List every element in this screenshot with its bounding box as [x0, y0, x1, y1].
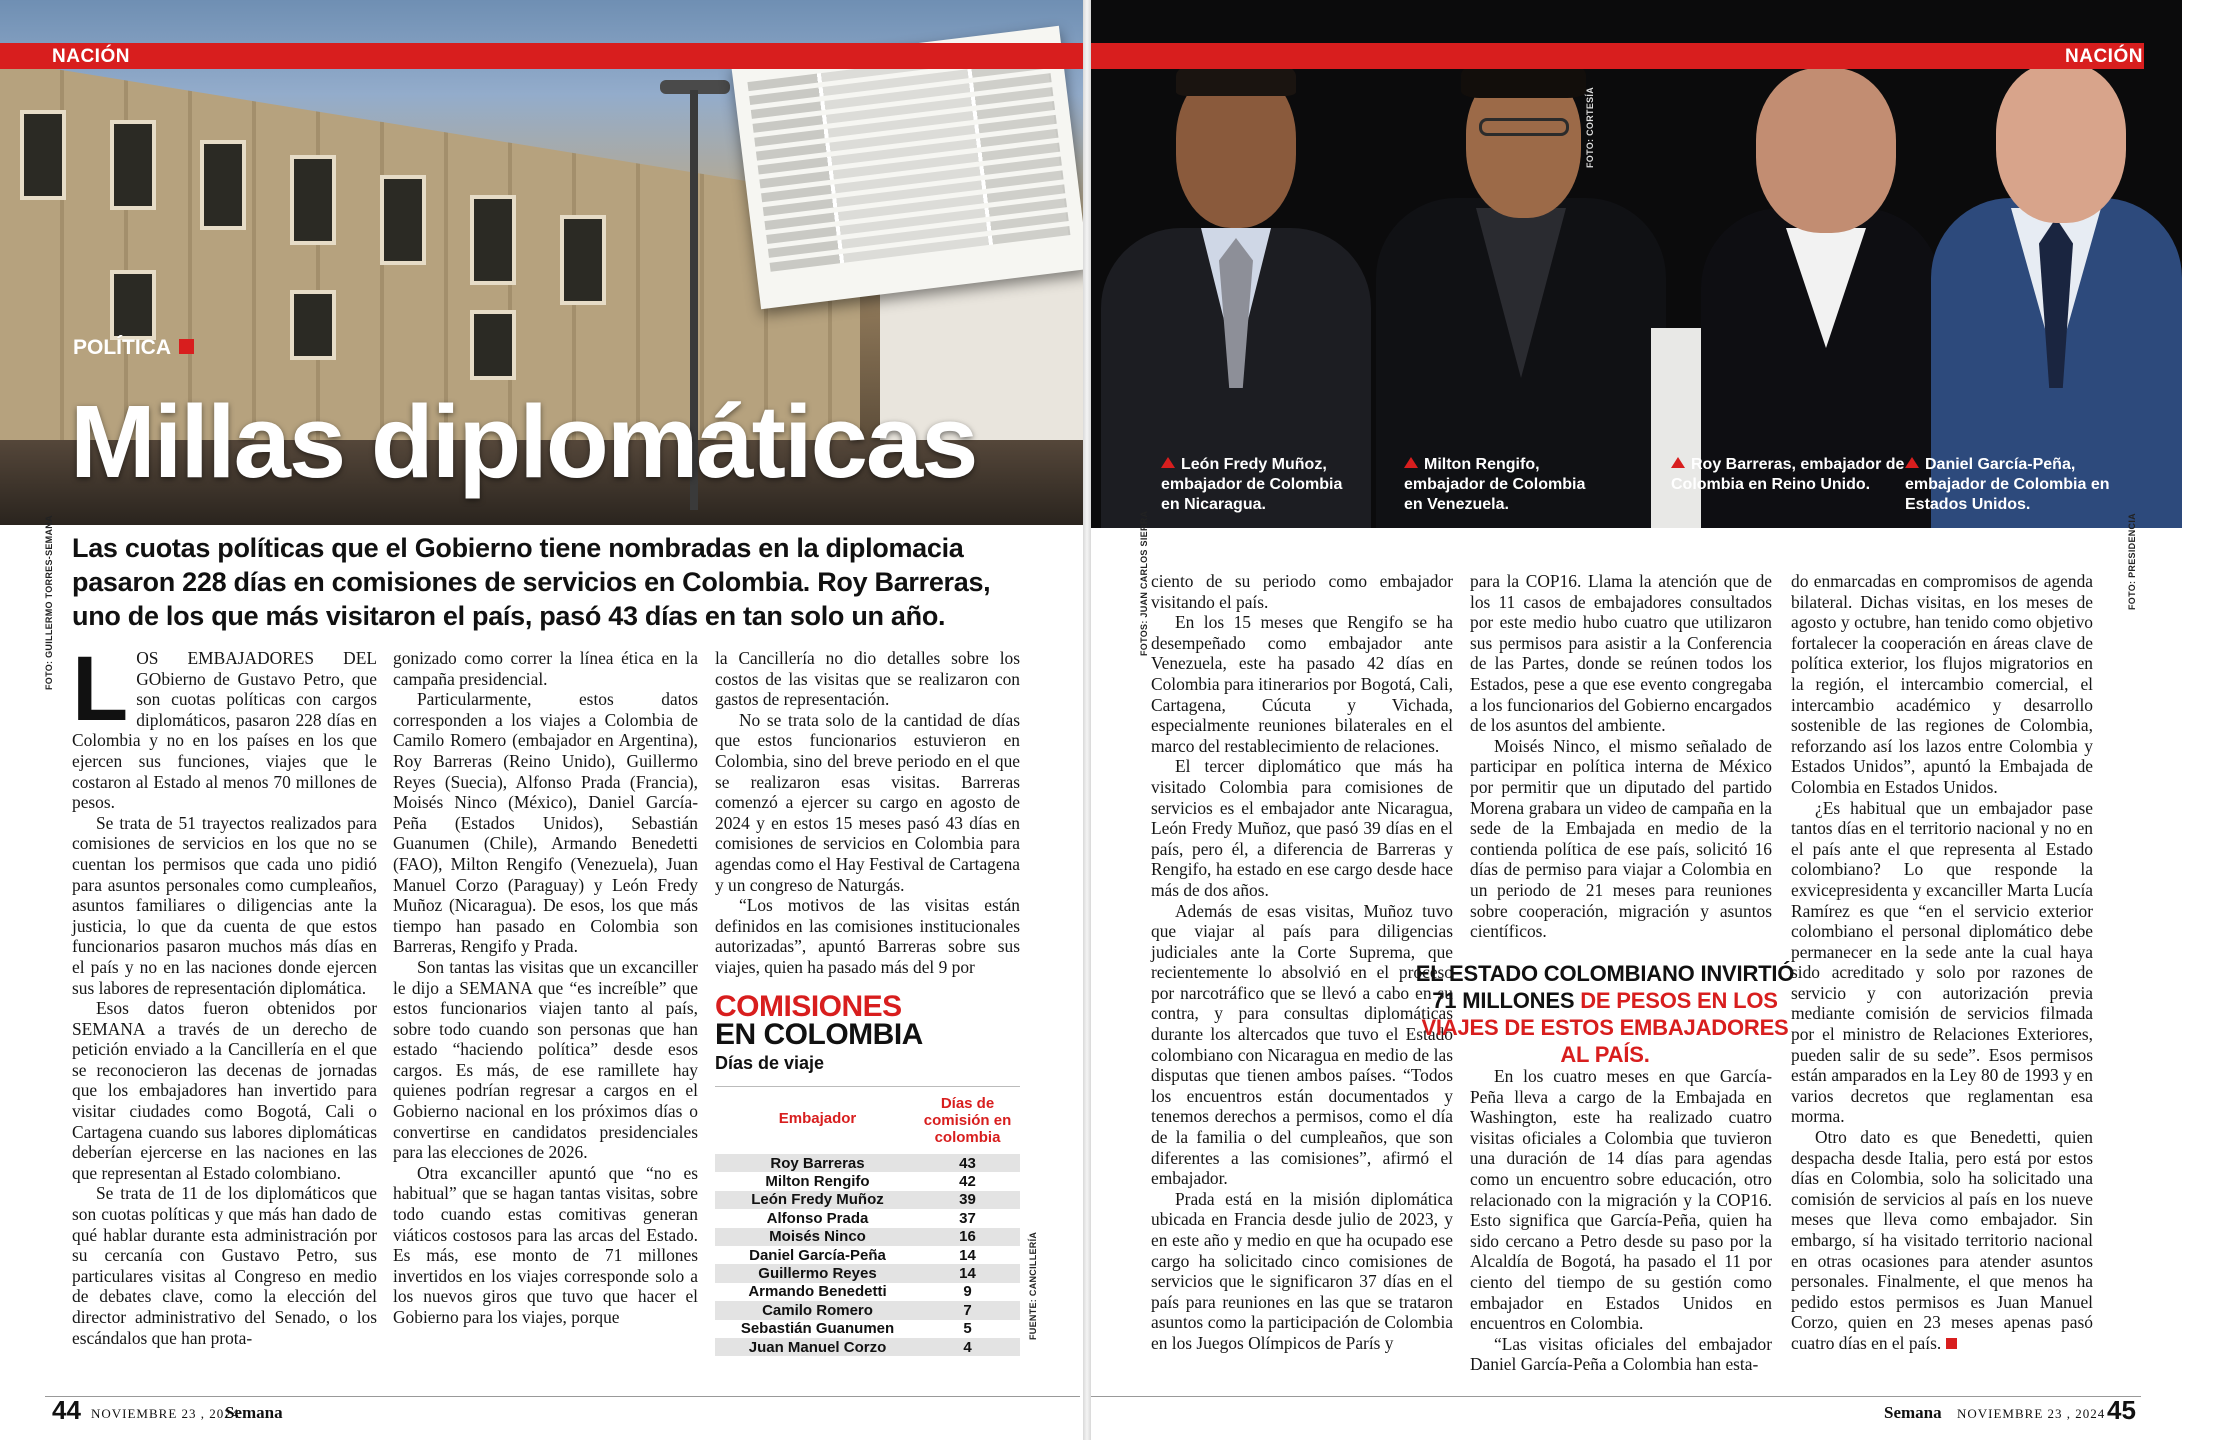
- paragraph: ¿Es habitual que un embajador pase tantos días en el territorio nacional y no en el país ante el que representa al Estado colombiano? Lo que responde la exvicepresidenta y excanciller Marta Lucía Ramírez es que “en el servicio exterior colombiano el personal diplomático debe permanecer en la sede ante la cual haya sido acreditado y solo por razones de servicio y con autorización previa mediante comisión de servicios filmada por el ministro de Relaciones Exteriores, pueden salir de su sede”. Esos permisos están amparados en la Ley 80 de 1993 y en varios decretos que reglamentan esa morma.: [1791, 797, 2093, 1127]
- drop-cap: L: [72, 638, 129, 740]
- article-column-5-continued: [1470, 1066, 1772, 1375]
- paragraph: Particularmente, estos datos corresponden a los viajes a Colombia de Camilo Romero (embajador en Argentina), Roy Barreras (Reino Unido), Guillermo Reyes (Suecia), Alfonso Prada (Francia), Moisés Ninco (México), Daniel García-Peña (Estados Unidos), Sebastián Guanumen (Chile), Armando Benedetti (FAO), Milton Rengifo (Venezuela), Juan Manuel Corzo (Paraguay) y León Fredy Muñoz (Nicaragua). De esos, los que más tiempo han pasado en Colombia son Barreras, Rengifo y Prada.: [393, 689, 698, 957]
- caption-line: León Fredy Muñoz,: [1181, 456, 1327, 473]
- column-header-days: Días de comisión en colombia: [923, 1095, 1012, 1146]
- window: [290, 155, 336, 245]
- table-row: [715, 1320, 1020, 1338]
- section-bar: [0, 43, 1083, 69]
- ambassador-name: Daniel García-Peña: [749, 1246, 886, 1264]
- page-number: 45: [2107, 1395, 2136, 1425]
- end-mark: [1946, 1338, 1957, 1349]
- table-source: FUENTE: CANCILLERÍA: [1028, 1231, 1038, 1340]
- paragraph: Esos datos fueron obtenidos por SEMANA a través de un derecho de petición enviado a la Cancillería en el que se reconocieron las decenas de jornadas que los embajadores han invertido para visitar ciudades como Bogotá, Cali o Cartagena cuando sus labores diplomáticas deberían ejercerse en las naciones en las que representan al Estado colombiano.: [72, 998, 377, 1183]
- window: [290, 290, 336, 360]
- kicker-text: POLÍTICA: [73, 336, 171, 359]
- headline: Millas diplomáticas: [70, 384, 977, 499]
- window: [470, 195, 516, 285]
- window: [20, 110, 66, 200]
- table-row: [715, 1283, 1020, 1301]
- pull-quote-red: DE PESOS EN LOS VIAJES DE ESTOS EMBAJADORES AL PAÍS.: [1421, 988, 1789, 1067]
- caption-line: Roy Barreras, embajador de: [1691, 456, 1905, 473]
- caption-roy-barreras: [1671, 455, 1904, 495]
- commission-days: 16: [959, 1228, 976, 1246]
- photo-credit-left: FOTOS: JUAN CARLOS SIERRA: [1139, 510, 1149, 656]
- ambassador-name: Roy Barreras: [770, 1154, 865, 1172]
- paragraph: [1791, 1127, 2093, 1354]
- paragraph: Se trata de 51 trayectos realizados para comisiones de servicios en los que no se cuentan los permisos que cada uno pidió para asuntos personales como cumpleaños, asuntos familiares o diligencias ante la justicia, lo que da cuenta de que estos funcionarios pasaron muchos más días en el país y no en las naciones donde ejercen sus labores de representación diplomática.: [72, 812, 377, 998]
- table-row: [715, 1209, 1020, 1227]
- window: [380, 175, 426, 265]
- commission-days: 4: [963, 1338, 972, 1356]
- pull-quote: [1405, 960, 1805, 1068]
- caption-milton-rengifo: [1404, 455, 1585, 515]
- window: [470, 310, 516, 380]
- paragraph: Además de esas visitas, Muñoz tuvo que viajar al país para diligencias judiciales ante la Corte Suprema, que recientemente lo absolvió en el proceso por narcotráfico que se llevó a cabo en su contra, y para consultas diplomáticas durante los altercados que tuvo el Estado colombiano con Nicaragua en medio de las disputas que tienen ambos países. “Todos los encuentros están documentados y tenemos derechos a permisos, como el día de la familia o del cumpleaños, que son diferentes a las comisiones”, afirmó el embajador.: [1151, 900, 1453, 1189]
- caption-leon-fredy-munoz: [1161, 455, 1342, 515]
- caption-line: Colombia en Reino Unido.: [1671, 476, 1871, 493]
- ambassador-name: Guillermo Reyes: [758, 1265, 877, 1283]
- paragraph: Son tantas las visitas que un excanciller le dijo a SEMANA que “es increíble” que estos funcionarios viajen tanto al país, sobre todo cuando son personas que han estado “haciendo política” desde esos cargos. Es más, de ese ramillete hay quienes podrían regresar a cargos en el Gobierno nacional en los próximos días o convertirse en candidatos presidenciales para las elecciones de 2026.: [393, 956, 698, 1163]
- lead-text: bierno de Gustavo Petro, que son cuotas políticas con cargos diplomáticos, pasaron 228 días en Colombia y no en los países en los que ejercen sus funciones, viajes que le costaron al Estado al menos 70 millones de pesos.: [72, 668, 377, 813]
- commission-days: 14: [959, 1246, 976, 1264]
- commission-days: 14: [959, 1265, 976, 1283]
- caption-line: embajador de Colombia: [1404, 476, 1586, 493]
- pull-quote-black: EL ESTADO COLOMBIANO INVIRTIÓ 71 MILLONES: [1415, 961, 1795, 1013]
- footer-rule: [1091, 1396, 2141, 1397]
- caption-line: en Nicaragua.: [1161, 496, 1266, 513]
- paragraph-text: Otro dato es que Benedetti, quien despacha desde Italia, pero está por estos días en Colombia, solo ha solicitado una comisión de servicios al país en los nueve meses que lleva como embajador. Sin embargo, sí ha visitado territorio nacional en otras ocasiones para atender asuntos personales. Finalmente, el que menos ha pedido estos permisos es Juan Manuel Corzo, quien en 23 meses apenas pasó cuatro días en el país.: [1791, 1127, 2093, 1353]
- article-column-1: [72, 638, 377, 1348]
- paragraph: Se trata de 11 de los diplomáticos que son cuotas políticas y que más han dado de qué hablar durante esta administración por su cercanía con Gustavo Petro, sus particulares visitas al Congreso en medio de debates clave, como la elección del director administrativo del Senado, o los escándalos que han prota-: [72, 1183, 377, 1348]
- window: [560, 215, 606, 305]
- table-row: [715, 1154, 1020, 1172]
- paragraph: En los cuatro meses en que García-Peña lleva a cargo de la Embajada en Washington, este ha realizado cuatro visitas oficiales a Colombia que tuvieron una duración de 14 días para agendas como un encuentro sobre educación, otro relacionado con la migración y la COP16. Esto significa que García-Peña, quien ha sido cercano a Petro desde su paso por la Alcaldía de Bogotá, ha pasado el 11 por ciento del tiempo de su gestión como embajador en Estados Unidos en encuentros en Colombia.: [1470, 1066, 1772, 1334]
- article-column-3: [715, 648, 1020, 978]
- window: [200, 140, 246, 230]
- table-row: [715, 1172, 1020, 1190]
- section-label: NACIÓN: [52, 46, 130, 67]
- photo-credit: FOTO: GUILLERMO TORRES-SEMANA: [44, 515, 54, 690]
- left-page: [0, 0, 1083, 1440]
- commission-days: 7: [963, 1301, 972, 1319]
- spread-gutter: [1083, 0, 1091, 1440]
- commission-days: 39: [959, 1191, 976, 1209]
- ambassador-name: Moisés Ninco: [769, 1228, 866, 1246]
- table-row: [715, 1228, 1020, 1246]
- caption-line: embajador de Colombia en: [1905, 476, 2110, 493]
- ambassador-name: Juan Manuel Corzo: [748, 1338, 887, 1356]
- paragraph: “Las visitas oficiales del embajador Daniel García-Peña a Colombia han esta-: [1470, 1333, 1772, 1375]
- caption-line: en Venezuela.: [1404, 496, 1509, 513]
- ambassador-name: León Fredy Muñoz: [751, 1191, 884, 1209]
- commission-days: 9: [963, 1283, 972, 1301]
- ambassador-name: Camilo Romero: [762, 1301, 873, 1319]
- table-title: [715, 990, 1020, 1051]
- portrait-leon-fredy-munoz: [1091, 28, 1381, 528]
- paragraph: la Cancillería no dio detalles sobre los costos de las visitas que se realizaron con gastos de representación.: [715, 648, 1020, 710]
- caption-line: Daniel García-Peña,: [1925, 456, 2076, 473]
- paragraph: Moisés Ninco, el mismo señalado de participar en política interna de México por permitir que un diputado del partido Morena grabara un video de campaña en la sede de la Embajada en medio de la contienda política de ese país, solicitó 16 días de permiso para viajar a Colombia en un periodo de 21 meses para reuniones sobre cooperación, migración y asuntos científicos.: [1470, 735, 1772, 942]
- page-number: 44: [52, 1395, 81, 1425]
- paragraph: gonizado como correr la línea ética en la campaña presidencial.: [393, 648, 698, 689]
- caption-line: embajador de Colombia: [1161, 476, 1343, 493]
- table-row: [715, 1338, 1020, 1356]
- table-subtitle: Días de viaje: [715, 1053, 825, 1073]
- kicker: [73, 336, 194, 360]
- issue-date: NOVIEMBRE 23 , 2024: [91, 1406, 240, 1421]
- caption-line: Milton Rengifo,: [1424, 456, 1540, 473]
- paragraph: [72, 638, 377, 813]
- right-page: [1091, 0, 2236, 1440]
- footer-rule: [45, 1396, 1080, 1397]
- paragraph: “Los motivos de las visitas están definidos en las comisiones institucionales autorizadas”, apuntó Barreras sobre sus viajes, quien ha pasado más del 9 por: [715, 895, 1020, 977]
- lead-caps: OS EMBAJADORES DEL GO: [136, 648, 377, 689]
- photo-credit-right: FOTO: PRESIDENCIA: [2127, 513, 2137, 610]
- article-column-6: [1791, 571, 2093, 1354]
- article-column-5: [1470, 571, 1772, 942]
- table-body: [715, 1154, 1020, 1356]
- paragraph: para la COP16. Llama la atención que de los 11 casos de embajadores consultados por este medio hubo cuatro que utilizaron sus permisos para asistir a la Conferencia de las Partes, donde se reúnen todos los Estados, pese a que ese evento congregaba a los funcionarios del Gobierno encargados de los asuntos del ambiente.: [1470, 571, 1772, 736]
- paragraph: ciento de su periodo como embajador visitando el país.: [1151, 571, 1453, 612]
- magazine-brand: Semana: [1884, 1403, 1942, 1422]
- portrait-roy-barreras: [1651, 28, 1941, 528]
- ambassador-name: Alfonso Prada: [766, 1209, 869, 1227]
- caption-line: Estados Unidos.: [1905, 496, 2031, 513]
- commission-days: 43: [959, 1154, 976, 1172]
- table-row: [715, 1264, 1020, 1282]
- commissions-table: [715, 990, 1020, 1368]
- caption-daniel-garcia-pena: [1905, 455, 2109, 515]
- paragraph: En los 15 meses que Rengifo se ha desempeñado como embajador ante Venezuela, este ha pasado 42 días en Colombia para itinerarios por Bogotá, Cali, Cartagena, Cúcuta y Vichada, especialmente reuniones bilaterales en el marco del restablecimiento de relaciones.: [1151, 612, 1453, 756]
- hero-photo-ambassadors: [1091, 0, 2182, 528]
- table-title-red: COMISIONES: [715, 990, 902, 1023]
- kicker-square: [179, 339, 194, 354]
- commission-days: 5: [963, 1320, 972, 1338]
- commission-days: 37: [959, 1209, 976, 1227]
- section-bar: [1091, 43, 2144, 69]
- paragraph: Otra excanciller apuntó que “no es habitual” que se hagan tantas visitas, sobre todo cuando estas comitivas generan viáticos costosos para las arcas del Estado. Es más, ese monto de 71 millones invertidos en los viajes corresponde solo a los nuevos giros que tuvo que hacer el Gobierno para los viajes, porque: [393, 1162, 698, 1327]
- paragraph: No se trata solo de la cantidad de días que estos funcionarios estuvieron en Colombia, sino del breve periodo en el que se realizaron esas visitas. Barreras comenzó a ejercer su cargo en agosto de 2024 y en estos 15 meses pasó 43 días en comisiones de servicios en Colombia para agendas como el Hay Festival de Cartagena y un congreso de Naturgás.: [715, 709, 1020, 895]
- window: [110, 120, 156, 210]
- paragraph: El tercer diplomático que más ha visitado Colombia para comisiones de servicios es el embajador ante Nicaragua, León Fredy Muñoz, que pasó 39 días en el país, pero él, a diferencia de Barreras y Rengifo, ha estado en ese cargo desde hace más de dos años.: [1151, 756, 1453, 900]
- paragraph: do enmarcadas en compromisos de agenda bilateral. Dichas visitas, en los meses de agosto y octubre, han tenido como objetivo fortalecer la cooperación en áreas clave de política exterior, los flujos migratorios en la región, el intercambio comercial, el intercambio académico y desarrollo sostenible de las regiones de Colombia, reforzando así los lazos entre Colombia y Estados Unidos”, apuntó la Embajada de Colombia en Estados Unidos.: [1791, 571, 2093, 797]
- column-header-name: Embajador: [778, 1110, 857, 1127]
- article-column-2: [393, 648, 698, 1328]
- table-row: [715, 1191, 1020, 1209]
- ambassador-name: Armando Benedetti: [748, 1283, 887, 1301]
- portrait-daniel-garcia-pena: [1921, 28, 2182, 528]
- table-row: [715, 1301, 1020, 1319]
- deck: Las cuotas políticas que el Gobierno tiene nombradas en la diplomacia pasaron 228 días en comisiones de servicios en Colombia. Roy Barreras, uno de los que más visitaron el país, pasó 43 días en tan solo un año.: [72, 533, 991, 631]
- paragraph: Prada está en la misión diplomática ubicada en Francia desde julio de 2023, y en este año y medio en que ha ocupado ese cargo ha solicitado cinco comisiones de servicios que le significaron 37 días en el país para reuniones en las que se trataron asuntos como la participación de Colombia en los Juegos Olímpicos de París y: [1151, 1188, 1453, 1353]
- table-row: [715, 1246, 1020, 1264]
- section-label: NACIÓN: [2065, 46, 2143, 67]
- issue-date: NOVIEMBRE 23 , 2024: [1957, 1406, 2106, 1421]
- photo-credit-top: FOTO: CORTESÍA: [1585, 86, 1595, 168]
- table-header: [715, 1086, 1020, 1146]
- portrait-milton-rengifo: [1371, 28, 1671, 528]
- ambassador-name: Milton Rengifo: [765, 1173, 870, 1191]
- commission-days: 42: [959, 1173, 976, 1191]
- table-title-black: EN COLOMBIA: [715, 1018, 923, 1051]
- ambassador-name: Sebastián Guanumen: [740, 1320, 895, 1338]
- magazine-brand: Semana: [225, 1403, 283, 1422]
- window: [110, 270, 156, 340]
